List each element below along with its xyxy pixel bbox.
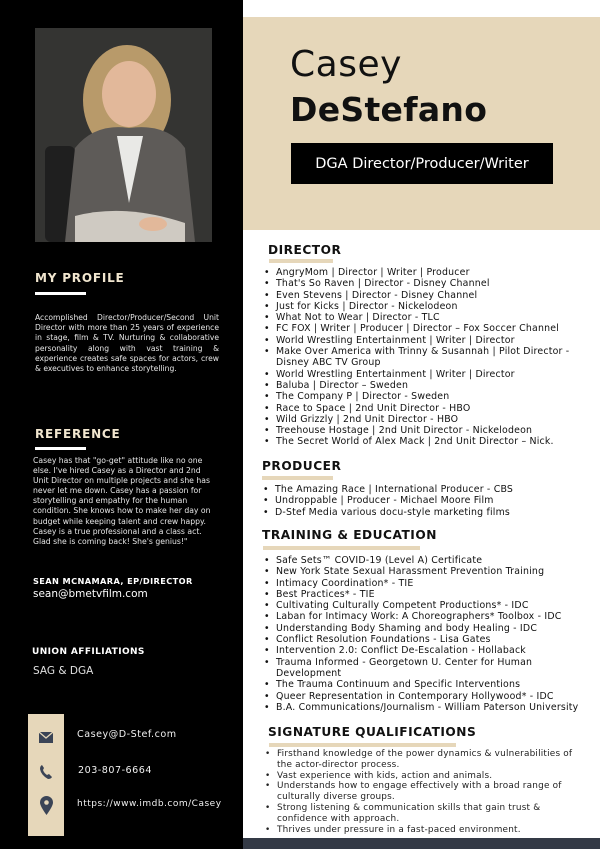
reference-email-link[interactable]: sean@bmetvfilm.com: [33, 588, 148, 600]
list-item: • D-Stef Media various docu-style marketing films: [261, 507, 591, 518]
reference-heading: REFERENCE: [35, 427, 121, 441]
list-item: • Race to Space | 2nd Unit Director - HBO: [262, 403, 592, 414]
list-item: • Conflict Resolution Foundations - Lisa Gates: [262, 634, 592, 645]
producer-underline: [262, 476, 333, 480]
list-item: • Vast experience with kids, action and animals.: [263, 771, 573, 782]
list-item: • New York State Sexual Harassment Prevention Training: [262, 566, 592, 577]
list-item: • AngryMom | Director | Writer | Producer: [262, 267, 592, 278]
list-item: • World Wrestling Entertainment | Writer | Director: [262, 369, 592, 380]
training-underline: [263, 546, 420, 550]
contact-email-link[interactable]: Casey@D-Stef.com: [77, 729, 177, 740]
phone-icon: [37, 763, 55, 781]
list-item: • Best Practices* - TIE: [262, 589, 592, 600]
producer-list: [261, 484, 591, 518]
qualifications-underline: [269, 743, 456, 747]
list-item: • Even Stevens | Director - Disney Channel: [262, 290, 592, 301]
list-item: • Undroppable | Producer - Michael Moore Film: [261, 495, 591, 506]
union-value: SAG & DGA: [33, 665, 94, 677]
list-item: • B.A. Communications/Journalism - William Paterson University: [262, 702, 592, 713]
producer-heading: PRODUCER: [262, 459, 342, 473]
contact-website-link[interactable]: https://www.imdb.com/Casey: [77, 799, 222, 809]
profile-heading: MY PROFILE: [35, 271, 125, 285]
director-heading: DIRECTOR: [268, 243, 342, 257]
list-item: • Baluba | Director – Sweden: [262, 380, 592, 391]
list-item: • The Trauma Continuum and Specific Interventions: [262, 679, 592, 690]
first-name: Casey: [290, 44, 402, 85]
list-item: • Safe Sets™ COVID-19 (Level A) Certificate: [262, 555, 592, 566]
job-title: DGA Director/Producer/Writer: [315, 155, 529, 172]
training-list: [262, 555, 592, 713]
list-item: • Intervention 2.0: Conflict De-Escalation - Hollaback: [262, 645, 592, 656]
director-list: [262, 267, 592, 448]
qualifications-list: [263, 749, 573, 835]
list-item: • Wild Grizzly | 2nd Unit Director - HBO: [262, 414, 592, 425]
envelope-icon: [37, 728, 55, 746]
qualifications-heading: SIGNATURE QUALIFICATIONS: [268, 725, 477, 739]
list-item: • That's So Raven | Director - Disney Channel: [262, 278, 592, 289]
contact-phone-link[interactable]: 203-807-6664: [78, 765, 152, 776]
list-item: • Understands how to engage effectively with a broad range of culturally diverse groups.: [263, 781, 573, 803]
list-item: • Laban for Intimacy Work: A Choreographers* Toolbox - IDC: [262, 611, 592, 622]
director-underline: [269, 259, 333, 263]
training-heading: TRAINING & EDUCATION: [262, 528, 437, 542]
location-pin-icon: [37, 796, 55, 814]
bottom-bar: [243, 838, 600, 849]
list-item: • Thrives under pressure in a fast-paced environment.: [263, 825, 573, 836]
list-item: • The Company P | Director - Sweden: [262, 391, 592, 402]
list-item: • Queer Representation in Contemporary Hollywood* - IDC: [262, 691, 592, 702]
list-item: • Intimacy Coordination* - TIE: [262, 578, 592, 589]
profile-photo: [35, 28, 212, 242]
reference-name: SEAN MCNAMARA, EP/DIRECTOR: [33, 576, 193, 586]
list-item: • The Secret World of Alex Mack | 2nd Unit Director – Nick.: [262, 436, 592, 447]
reference-quote: Casey has that "go-get" attitude like no one else. I've hired Casey as a Director and 2nd Unit Director on multiple projects and she has never let me down. Casey has a passion for storytelling and empathy for the human condition. She knows how to make her day on budget while keeping talent and crew happy. Casey is a true professional and a class act. Glad she is coming back! She's genius!": [33, 456, 211, 546]
list-item: • Understanding Body Shaming and body Healing - IDC: [262, 623, 592, 634]
job-title-box: [291, 143, 553, 184]
portrait-image: [35, 28, 212, 242]
list-item: • Firsthand knowledge of the power dynamics & vulnerabilities of the actor-director process.: [263, 749, 573, 771]
sidebar: [0, 0, 243, 849]
profile-text: Accomplished Director/Producer/Second Unit Director with more than 25 years of experience in stage, film & TV. Nurturing & collaborative personality along with vast training & experience creates safe spaces for actors, crew & executives to enhance storytelling.: [35, 313, 219, 374]
list-item: • FC FOX | Writer | Producer | Director – Fox Soccer Channel: [262, 323, 592, 334]
reference-divider: [35, 447, 86, 450]
list-item: • Strong listening & communication skills that gain trust & confidence with approach.: [263, 803, 573, 825]
list-item: • Just for Kicks | Director - Nickelodeon: [262, 301, 592, 312]
list-item: • Treehouse Hostage | 2nd Unit Director - Nickelodeon: [262, 425, 592, 436]
list-item: • World Wrestling Entertainment | Writer | Director: [262, 335, 592, 346]
list-item: • What Not to Wear | Director - TLC: [262, 312, 592, 323]
contact-icon-strip: [28, 714, 64, 836]
union-heading: UNION AFFILIATIONS: [32, 647, 145, 657]
profile-divider: [35, 292, 86, 295]
list-item: • Make Over America with Trinny & Susannah | Pilot Director - Disney ABC TV Group: [262, 346, 574, 369]
list-item: • The Amazing Race | International Producer - CBS: [261, 484, 591, 495]
last-name: DeStefano: [290, 90, 488, 129]
list-item: • Trauma Informed - Georgetown U. Center for Human Development: [262, 657, 552, 680]
list-item: • Cultivating Culturally Competent Productions* - IDC: [262, 600, 592, 611]
